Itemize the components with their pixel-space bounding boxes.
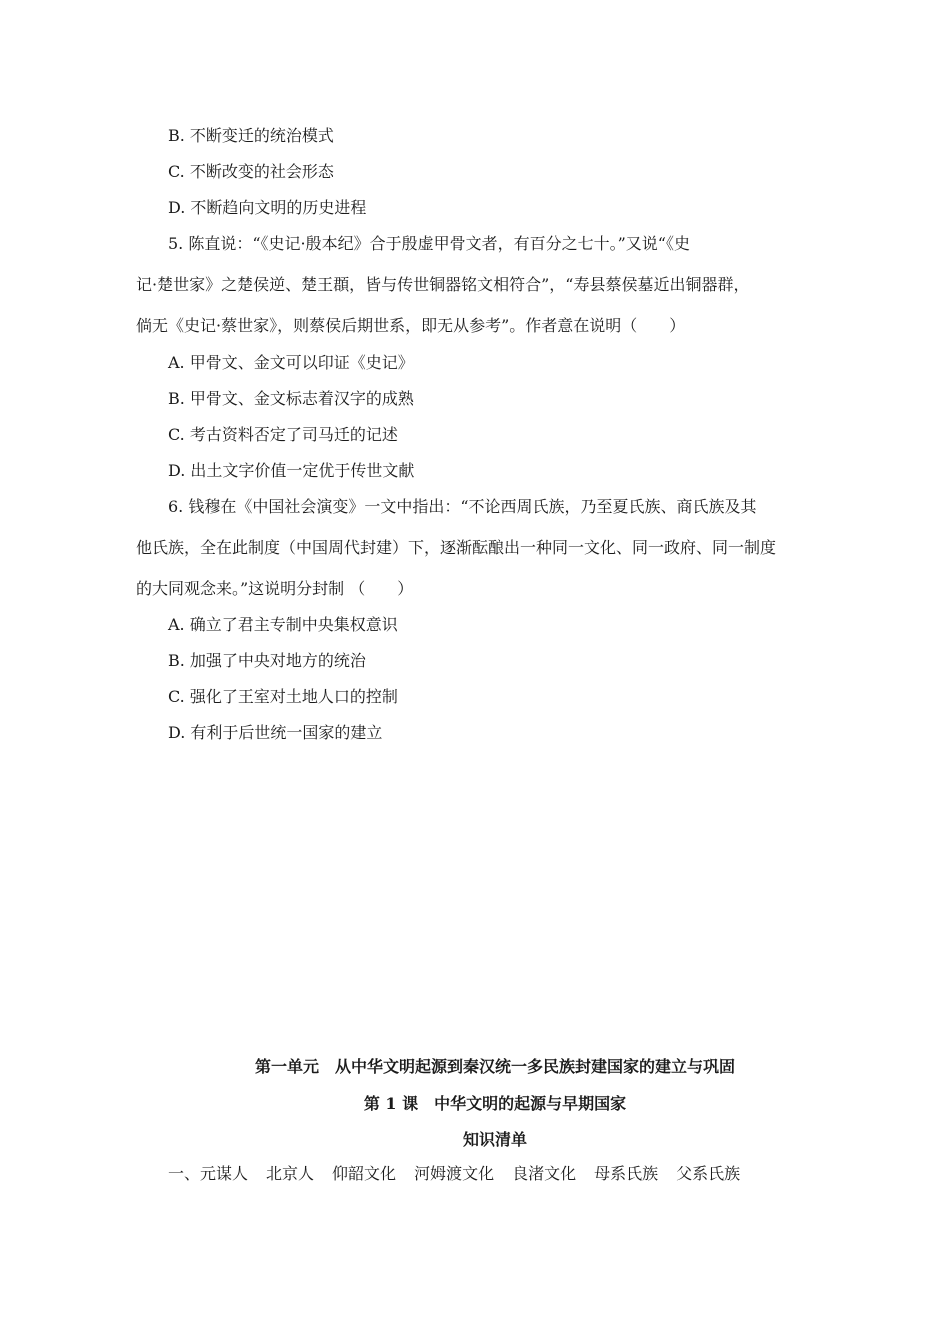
q5-option-c: C. 考古资料否定了司马迁的记述 [168,425,398,444]
q5-option-d: D. 出土文字价值一定优于传世文献 [168,461,415,480]
q4-option-c: C. 不断改变的社会形态 [168,162,334,181]
list-item: 仰韶文化 [332,1164,397,1183]
q6-stem-line-1: 6. 钱穆在《中国社会演变》一文中指出：“不论西周氏族，乃至夏氏族、商氏族及其 [168,497,757,516]
q6-option-d: D. 有利于后世统一国家的建立 [168,723,383,742]
q6-option-c: C. 强化了王室对土地人口的控制 [168,687,398,706]
list-heading: 知识清单 [462,1130,527,1149]
unit-title: 第一单元 从中华文明起源到秦汉统一多民族封建国家的建立与巩固 [254,1057,735,1076]
q5-stem-line-3: 倘无《史记·蔡世家》，则蔡侯后期世系，即无从参考”。作者意在说明（ ） [136,316,686,335]
list-item: 父系氏族 [676,1164,741,1183]
lesson-title: 第 1 课 中华文明的起源与早期国家 [363,1094,627,1113]
q6-option-a: A. 确立了君主专制中央集权意识 [168,615,398,634]
q5-stem-line-1: 5. 陈直说：“《史记·殷本纪》合于殷虚甲骨文者，有百分之七十。”又说“《史 [168,234,690,253]
q6-stem-line-2: 他氏族，全在此制度（中国周代封建）下，逐渐酝酿出一种同一文化、同一政府、同一制度 [136,538,777,557]
list-prefix: 一、 [168,1164,201,1183]
q6-stem-line-3: 的大同观念来。”这说明分封制 （ ） [136,579,414,598]
q6-option-b: B. 加强了中央对地方的统治 [168,651,366,670]
q4-option-b: B. 不断变迁的统治模式 [168,126,334,145]
list-item: 良渚文化 [512,1164,577,1183]
q5-option-a: A. 甲骨文、金文可以印证《史记》 [168,353,414,372]
q5-option-b: B. 甲骨文、金文标志着汉字的成熟 [168,389,414,408]
list-item: 北京人 [266,1164,315,1183]
q5-stem-line-2: 记·楚世家》之楚侯逆、楚王頵，皆与传世铜器铭文相符合”，“寿县蔡侯墓近出铜器群， [136,275,750,294]
list-item: 母系氏族 [594,1164,659,1183]
knowledge-list [168,1164,758,1184]
list-item: 河姆渡文化 [414,1164,495,1183]
q4-option-d: D. 不断趋向文明的历史进程 [168,198,367,217]
list-item: 元谋人 [200,1164,249,1183]
